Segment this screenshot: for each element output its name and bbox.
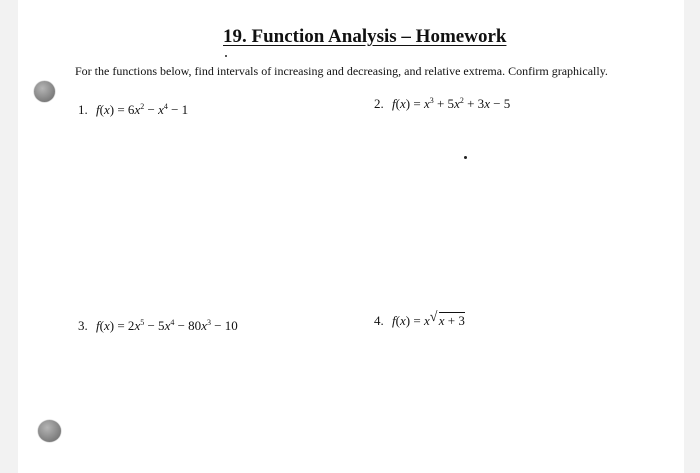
problem-expression: $f(x) = 6x^2 - x^4 - 1$ bbox=[96, 102, 189, 117]
stray-mark bbox=[464, 156, 467, 159]
binder-hole-icon bbox=[34, 81, 55, 102]
page-title: 19. Function Analysis – Homework bbox=[223, 26, 507, 47]
problem-number: 2. bbox=[374, 96, 384, 111]
worksheet-page bbox=[18, 0, 684, 473]
problem-number: 1. bbox=[78, 102, 88, 117]
binder-hole-icon bbox=[38, 420, 61, 442]
problem-3 bbox=[78, 318, 238, 334]
problem-expression: $f(x) = x^3 + 5x^2 + 3x - 5$ bbox=[392, 96, 511, 111]
stray-mark bbox=[225, 55, 227, 57]
problem-number: 3. bbox=[78, 318, 88, 333]
problem-expression: $f(x) = 2x^5 - 5x^4 - 80x^3 - 10$ bbox=[96, 318, 238, 333]
problem-4 bbox=[374, 310, 465, 329]
problem-2 bbox=[374, 96, 510, 112]
problem-1 bbox=[78, 102, 188, 118]
instructions-text: For the functions below, find intervals of increasing and decreasing, and relative extrema. Confirm graphically. bbox=[75, 64, 608, 78]
problem-expression: f(x) = x √ x + 3 bbox=[392, 310, 465, 328]
problem-number: 4. bbox=[374, 313, 384, 328]
